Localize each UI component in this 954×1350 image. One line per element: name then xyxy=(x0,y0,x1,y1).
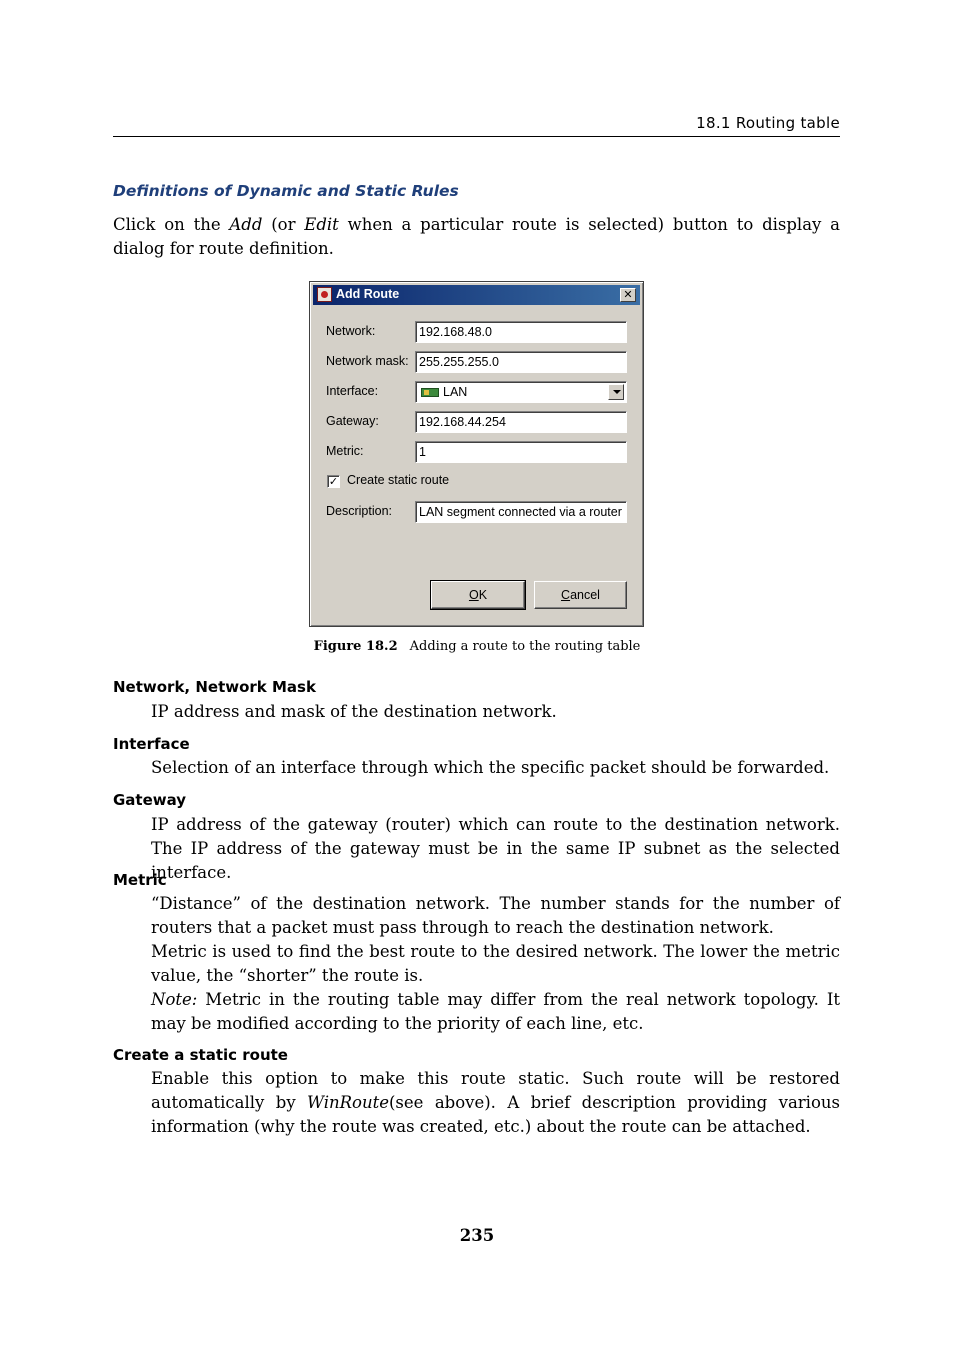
desc-metric xyxy=(151,892,840,1036)
metric-field[interactable]: 1 xyxy=(415,441,627,463)
product-name: WinRoute xyxy=(307,1093,389,1112)
figure-caption xyxy=(0,639,954,654)
chevron-down-icon[interactable] xyxy=(608,384,624,400)
header-rule xyxy=(113,136,840,137)
desc-network: IP address and mask of the destination network. xyxy=(151,702,557,721)
network-card-icon xyxy=(421,388,439,397)
running-header: 18.1 Routing table xyxy=(696,114,840,132)
add-term: Add xyxy=(229,215,263,234)
dialog-title: Add Route xyxy=(336,287,400,301)
description-label: Description: xyxy=(326,504,392,518)
app-icon xyxy=(317,287,332,302)
static-route-checkbox[interactable] xyxy=(327,475,340,488)
cancel-button[interactable]: Cancel xyxy=(534,581,627,609)
description-field[interactable]: LAN segment connected via a router xyxy=(415,501,627,523)
dialog-titlebar xyxy=(313,285,640,305)
term-interface: Interface xyxy=(113,735,190,753)
page-number: 235 xyxy=(459,1226,495,1245)
figure-number: Figure 18.2 xyxy=(313,639,398,654)
network-mask-label: Network mask: xyxy=(326,354,409,368)
interface-value: LAN xyxy=(443,385,468,399)
term-gateway: Gateway xyxy=(113,791,187,809)
edit-term: Edit xyxy=(304,215,339,234)
metric-label: Metric: xyxy=(326,444,364,458)
gateway-label: Gateway: xyxy=(326,414,379,428)
checkmark-icon: ✓ xyxy=(328,475,339,488)
metric-paragraph-2: Metric is used to find the best route to the desired network. The lower the metric value, the “shorter” the route is. xyxy=(151,942,840,985)
gateway-field[interactable]: 192.168.44.254 xyxy=(415,411,627,433)
desc-static-route: Enable this option to make this route static. Such route will be restored automatically by WinRoute(see above). A brief description providing various information (why the route was created, etc.) about the route can be attached. xyxy=(151,1069,840,1136)
ok-button[interactable]: OK xyxy=(431,581,525,609)
term-static-route: Create a static route xyxy=(113,1046,288,1064)
add-route-dialog xyxy=(309,281,644,627)
static-route-label[interactable]: Create static route xyxy=(347,473,450,487)
close-icon[interactable]: ✕ xyxy=(620,288,636,302)
network-field[interactable]: 192.168.48.0 xyxy=(415,321,627,343)
network-label: Network: xyxy=(326,324,376,338)
desc-interface: Selection of an interface through which the specific packet should be forwarded. xyxy=(151,758,830,777)
network-mask-field[interactable]: 255.255.255.0 xyxy=(415,351,627,373)
metric-paragraph-1: “Distance” of the destination network. The number stands for the number of routers that a packet must pass through to reach the destination network. xyxy=(151,894,840,937)
term-metric: Metric xyxy=(113,871,167,889)
metric-note: Note: Metric in the routing table may differ from the real network topology. It may be modified according to the priority of each line, etc. xyxy=(151,990,840,1033)
figure-caption-text: Adding a route to the routing table xyxy=(409,639,641,654)
intro-paragraph: Click on the Add (or Edit when a particular route is selected) button to display a dialog for route definition. xyxy=(113,215,840,258)
desc-gateway: IP address of the gateway (router) which can route to the destination network. The IP address of the gateway must be in the same IP subnet as the selected interface. xyxy=(151,815,840,882)
interface-select[interactable] xyxy=(415,381,627,403)
section-title: Definitions of Dynamic and Static Rules xyxy=(113,182,459,200)
term-network: Network, Network Mask xyxy=(113,678,316,696)
interface-label: Interface: xyxy=(326,384,379,398)
